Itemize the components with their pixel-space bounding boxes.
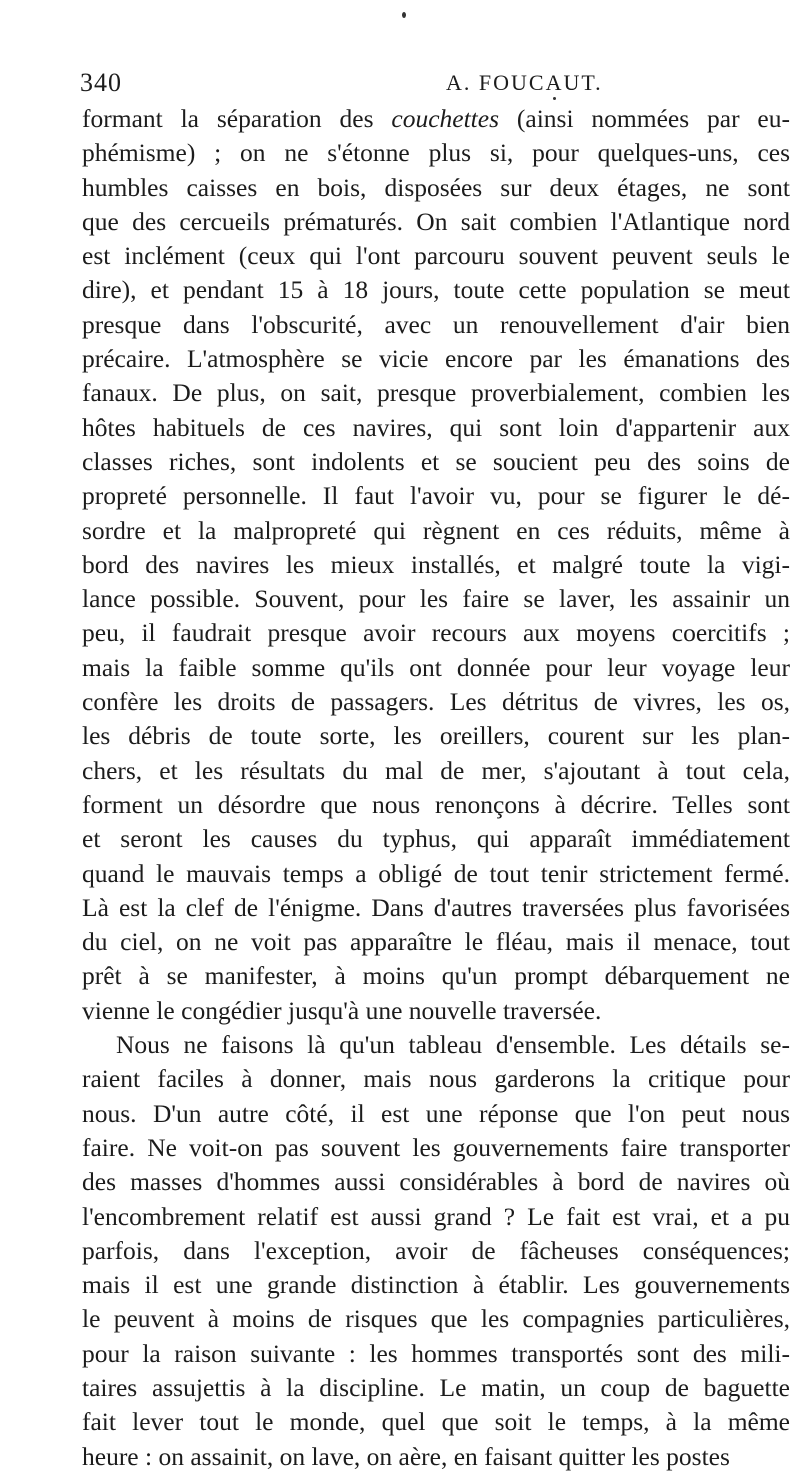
text-run: le peuvent à moins de risques que les compagnies particulières, [82, 1304, 790, 1334]
text-line [82, 1405, 790, 1439]
text-line [82, 1165, 790, 1199]
text-line [82, 582, 790, 616]
text-line [82, 925, 790, 959]
text-line [82, 171, 790, 205]
text-run: presque dans l'obscurité, avec un renouvellement d'air bien [82, 309, 790, 339]
body-text [82, 102, 790, 1474]
text-line [82, 651, 790, 685]
text-run: Là est la clef de l'énigme. Dans d'autres traversées plus favorisées [82, 892, 790, 922]
text-run: fanaux. De plus, on sait, presque proverbialement, combien les [82, 378, 790, 408]
text-run: l'encombrement relatif est aussi grand ? Le fait est vrai, et a pu [82, 1201, 790, 1231]
text-run: hôtes habituels de ces navires, qui sont loin d'appartenir aux [82, 412, 790, 442]
text-line [82, 1337, 790, 1371]
text-run: les débris de toute sorte, les oreillers, courent sur les plan- [82, 721, 790, 751]
text-line [82, 857, 790, 891]
text-run: raient faciles à donner, mais nous garderons la critique pour [82, 1064, 790, 1094]
text-line [82, 411, 790, 445]
text-line [82, 376, 790, 410]
text-run: fait lever tout le monde, quel que soit le temps, à la même [82, 1407, 790, 1437]
text-run: nous. D'un autre côté, il est une réponse que l'on peut nous [82, 1098, 790, 1128]
text-run: du ciel, on ne voit pas apparaître le fléau, mais il menace, tout [82, 927, 790, 957]
text-line [82, 1440, 790, 1474]
text-run: heure : on assainit, on lave, on aère, en faisant quitter les postes [82, 1441, 730, 1471]
text-run: des masses d'hommes aussi considérables à bord de navires où [82, 1167, 790, 1197]
text-line [82, 788, 790, 822]
text-run: dire), et pendant 15 à 18 jours, toute cette population se meut [82, 275, 790, 305]
text-run: pour la raison suivante : les hommes transportés sont des mili- [82, 1338, 790, 1368]
text-run: (ainsi nommées par eu- [499, 104, 790, 133]
text-line [82, 102, 790, 136]
text-run: chers, et les résultats du mal de mer, s'ajoutant à tout cela, [82, 755, 790, 785]
text-run: confère les droits de passagers. Les détritus de vivres, les os, [82, 687, 790, 717]
text-run: lance possible. Souvent, pour les faire se laver, les assainir un [82, 584, 790, 614]
text-line [82, 994, 790, 1028]
ink-speck [402, 12, 406, 18]
text-run: est inclément (ceux qui l'ont parcouru souvent peuvent seuls le [82, 241, 790, 271]
running-title: A. FOUCAUT. [446, 70, 603, 95]
text-run: bord des navires les mieux installés, et malgré toute la vigi- [82, 549, 790, 579]
text-run: phémisme) ; on ne s'étonne plus si, pour quelques-uns, ces [82, 138, 790, 168]
text-run: peu, il faudrait presque avoir recours aux moyens coercitifs ; [82, 618, 790, 648]
text-line [82, 205, 790, 239]
text-line [82, 1200, 790, 1234]
text-run: forment un désordre que nous renonçons à décrire. Telles sont [82, 789, 790, 819]
text-line [82, 548, 790, 582]
text-line [82, 308, 790, 342]
text-run: vienne le congédier jusqu'à une nouvelle traversée. [82, 995, 602, 1025]
text-line [82, 1302, 790, 1336]
text-run: faire. Ne voit-on pas souvent les gouvernements faire transporter [82, 1132, 790, 1162]
text-line [82, 1097, 790, 1131]
text-run: humbles caisses en bois, disposées sur deux étages, ne sont [82, 172, 790, 202]
text-line [82, 616, 790, 650]
text-run: propreté personnelle. Il faut l'avoir vu, pour se figurer le dé- [82, 481, 790, 511]
text-run: formant la séparation des [82, 104, 392, 133]
page-number: 340 [80, 68, 122, 97]
text-run: quand le mauvais temps a obligé de tout tenir strictement fermé. [82, 858, 790, 888]
text-line [82, 1268, 790, 1302]
text-line [82, 239, 790, 273]
text-line [82, 1131, 790, 1165]
text-line [82, 1028, 790, 1062]
text-line [82, 1234, 790, 1268]
text-run: et seront les causes du typhus, qui apparaît immédiatement [82, 824, 790, 854]
text-line [82, 342, 790, 376]
text-run: précaire. L'atmosphère se vicie encore par les émanations des [82, 344, 790, 374]
paragraph [82, 102, 790, 1028]
text-line [82, 891, 790, 925]
text-run: taires assujettis à la discipline. Le matin, un coup de baguette [82, 1372, 790, 1402]
text-run: Nous ne faisons là qu'un tableau d'ensemble. Les détails se- [116, 1030, 790, 1060]
text-line [82, 136, 790, 170]
text-line [82, 514, 790, 548]
paragraph [82, 1028, 790, 1474]
text-line [82, 685, 790, 719]
text-line [82, 754, 790, 788]
text-line [82, 1062, 790, 1096]
text-run: classes riches, sont indolents et se soucient peu des soins de [82, 446, 790, 476]
text-line [82, 719, 790, 753]
text-run: sordre et la malpropreté qui règnent en ces réduits, même à [82, 515, 790, 545]
text-line [82, 479, 790, 513]
text-run: prêt à se manifester, à moins qu'un prompt débarquement ne [82, 961, 790, 991]
text-run: parfois, dans l'exception, avoir de fâcheuses conséquences; [82, 1235, 790, 1265]
text-line [82, 273, 790, 307]
text-run: que des cercueils prématurés. On sait combien l'Atlantique nord [82, 206, 790, 236]
text-line [82, 822, 790, 856]
text-line [82, 1371, 790, 1405]
text-line [82, 445, 790, 479]
text-run: mais la faible somme qu'ils ont donnée pour leur voyage leur [82, 652, 790, 682]
text-run: mais il est une grande distinction à établir. Les gouvernements [82, 1270, 790, 1300]
text-line [82, 959, 790, 993]
italic-term: couchettes [391, 104, 500, 133]
